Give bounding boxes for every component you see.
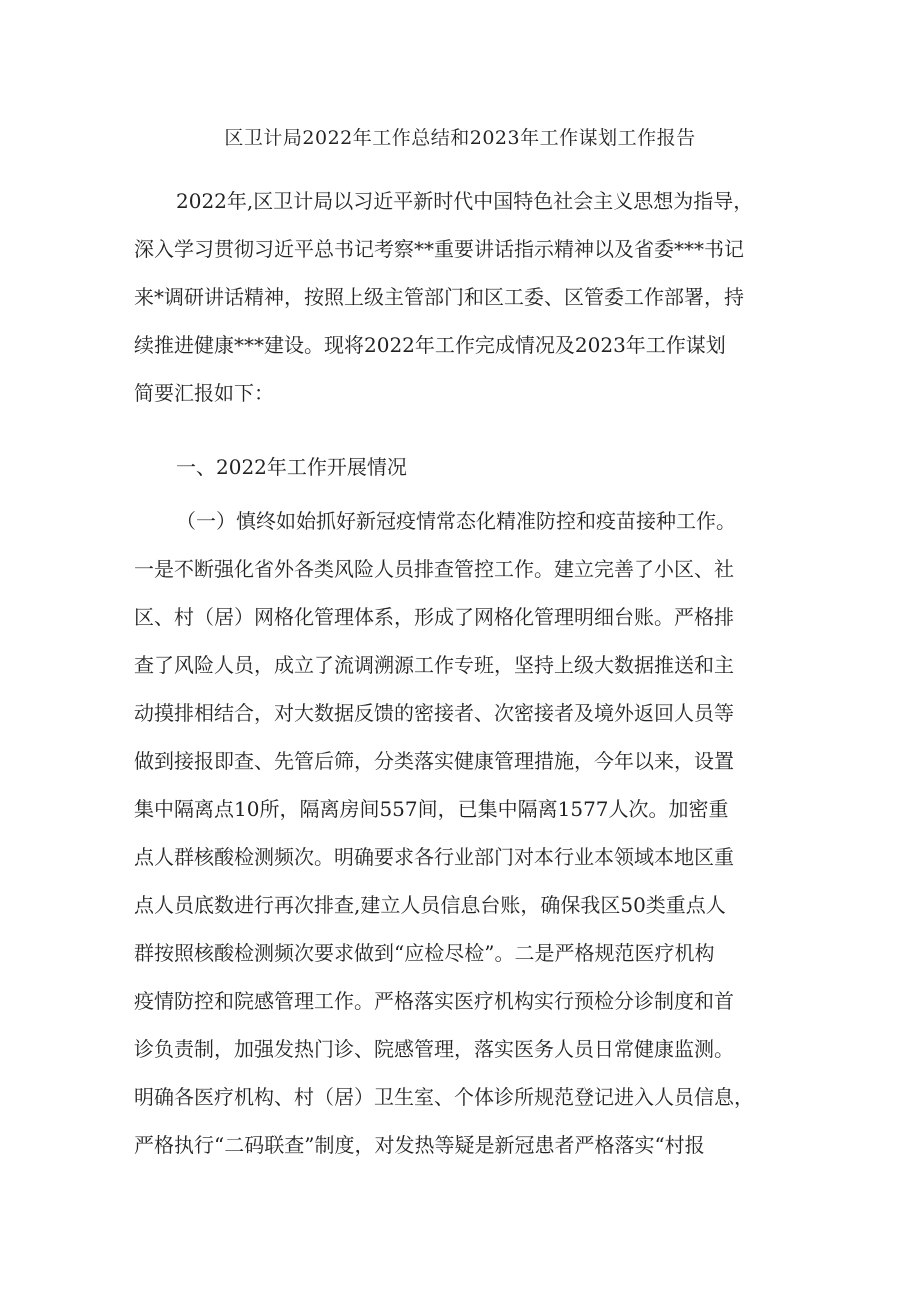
intro-line-5: 简要汇报如下： bbox=[134, 381, 274, 405]
subsection-line-12: 诊负责制，加强发热门诊、院感管理，落实医务人员日常健康监测。 bbox=[134, 1037, 734, 1061]
subsection-line-5: 动摸排相结合，对大数据反馈的密接者、次密接者及境外返回人员等 bbox=[134, 701, 734, 725]
subsection-line-6: 做到接报即查、先管后筛，分类落实健康管理措施，今年以来，设置 bbox=[134, 749, 734, 773]
intro-line-2: 深入学习贯彻习近平总书记考察**重要讲话指示精神以及省委***书记 bbox=[134, 237, 744, 261]
section-heading: 一、2022年工作开展情况 bbox=[176, 455, 407, 479]
subsection-line-8: 点人群核酸检测频次。明确要求各行业部门对本行业本领域本地区重 bbox=[134, 845, 734, 869]
subsection-line-3: 区、村（居）网格化管理体系，形成了网格化管理明细台账。严格排 bbox=[134, 605, 734, 629]
subsection-line-10: 群按照核酸检测频次要求做到“应检尽检”。二是严格规范医疗机构 bbox=[134, 941, 715, 965]
subsection-line-4: 查了风险人员，成立了流调溯源工作专班，坚持上级大数据推送和主 bbox=[134, 653, 734, 677]
intro-line-1: 2022年,区卫计局以习近平新时代中国特色社会主义思想为指导， bbox=[176, 189, 754, 213]
document-title: 区卫计局2022年工作总结和2023年工作谋划工作报告 bbox=[224, 127, 696, 149]
subsection-line-14: 严格执行“二码联查”制度，对发热等疑是新冠患者严格落实“村报 bbox=[134, 1133, 705, 1157]
subsection-line-9: 点人员底数进行再次排查,建立人员信息台账，确保我区50类重点人 bbox=[134, 893, 726, 917]
subsection-line-11: 疫情防控和院感管理工作。严格落实医疗机构实行预检分诊制度和首 bbox=[134, 989, 734, 1013]
subsection-line-1: （一）慎终如始抓好新冠疫情常态化精准防控和疫苗接种工作。 bbox=[176, 509, 736, 533]
intro-line-4: 续推进健康***建设。现将2022年工作完成情况及2023年工作谋划 bbox=[134, 333, 726, 357]
subsection-line-13: 明确各医疗机构、村（居）卫生室、个体诊所规范登记进入人员信息， bbox=[134, 1085, 754, 1109]
intro-line-3: 来*调研讲话精神，按照上级主管部门和区工委、区管委工作部署，持 bbox=[134, 285, 744, 309]
subsection-line-2: 一是不断强化省外各类风险人员排查管控工作。建立完善了小区、社 bbox=[134, 557, 734, 581]
subsection-line-7: 集中隔离点10所，隔离房间557间，已集中隔离1577人次。加密重 bbox=[134, 797, 729, 821]
